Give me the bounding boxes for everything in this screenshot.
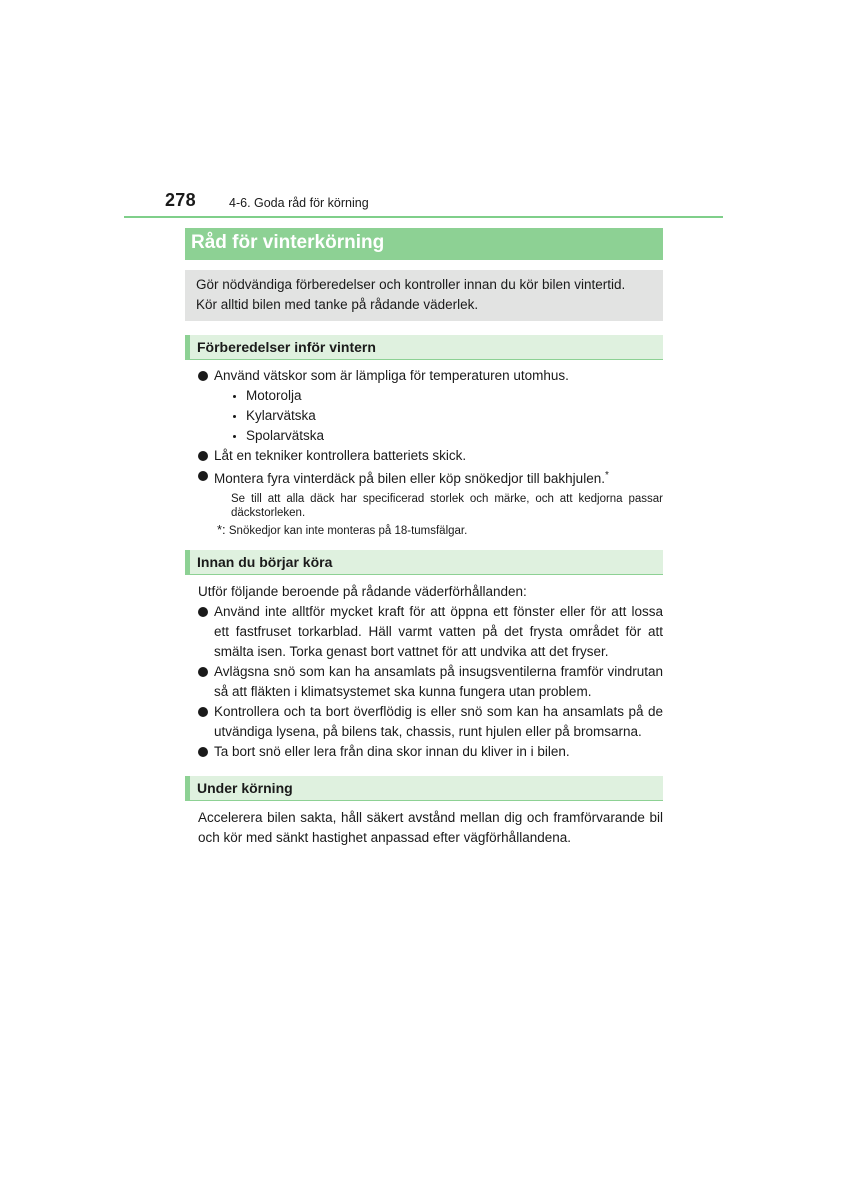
intro-box xyxy=(185,270,663,321)
page-content xyxy=(185,228,663,848)
chapter-title: Råd för vinterkörning xyxy=(185,228,663,260)
list-item xyxy=(198,602,663,662)
bullet-dot-icon xyxy=(198,371,208,381)
section-heading-preparations: Förberedelser inför vintern xyxy=(185,335,663,360)
list-item-text: Avlägsna snö som kan ha ansamlats på insugsventilerna framför vindrutan så att fläkten i klimatsystemet ska kunna fungera utan problem. xyxy=(214,664,663,699)
intro-line-2: Kör alltid bilen med tanke på rådande väderlek. xyxy=(196,297,479,312)
list-item-text: Montera fyra vinterdäck på bilen eller köp snökedjor till bakhjulen. xyxy=(214,471,605,486)
sub-list-item-text: Kylarvätska xyxy=(246,408,316,423)
small-bullet-icon xyxy=(233,415,236,418)
list-item xyxy=(198,742,663,762)
small-bullet-icon xyxy=(233,435,236,438)
section-body-while-driving xyxy=(185,808,663,848)
list-item xyxy=(198,446,663,466)
list-item-text: Kontrollera och ta bort överflödig is eller snö som kan ha ansamlats på de utvändiga lysena, på bilens tak, chassis, runt hjulen eller på bromsarna. xyxy=(214,704,663,739)
page-header xyxy=(0,0,848,230)
footnote-marker: * xyxy=(604,470,609,481)
page-number: 278 xyxy=(165,190,196,210)
header-rule xyxy=(124,216,723,218)
paragraph-text: Accelerera bilen sakta, håll säkert avstånd mellan dig och framförvarande bil och kör med sänkt hastighet anpassad efter vägförhållandena. xyxy=(198,810,663,845)
list-item xyxy=(198,702,663,742)
section-body-before-driving xyxy=(185,582,663,762)
list-item xyxy=(198,466,663,489)
note-text: Se till att alla däck har specificerad storlek och märke, och att kedjorna passar däckstorleken. xyxy=(231,493,663,519)
intro-line-1: Gör nödvändiga förberedelser och kontroller innan du kör bilen vintertid. xyxy=(196,277,626,292)
sub-list-item xyxy=(230,426,663,446)
bullet-dot-icon xyxy=(198,451,208,461)
lead-text: Utför följande beroende på rådande väderförhållanden: xyxy=(198,584,527,599)
section-heading-while-driving: Under körning xyxy=(185,776,663,801)
footnote xyxy=(198,523,663,538)
bullet-dot-icon xyxy=(198,707,208,717)
sub-list xyxy=(214,386,663,446)
sub-list-item xyxy=(230,406,663,426)
small-bullet-icon xyxy=(233,395,236,398)
bullet-dot-icon xyxy=(198,667,208,677)
section-body-preparations xyxy=(185,366,663,538)
bullet-list xyxy=(198,366,663,489)
list-item-text: Använd inte alltför mycket kraft för att öppna ett fönster eller för att lossa ett fastfruset torkarblad. Häll varmt vatten på det frysta området för att smälta isen. Torka genast bort vattnet för att undvika att det fryser. xyxy=(214,604,663,659)
footnote-text: Snökedjor kan inte monteras på 18-tumsfälgar. xyxy=(228,525,468,537)
bullet-dot-icon xyxy=(198,607,208,617)
sub-list-item-text: Spolarvätska xyxy=(246,428,325,443)
bullet-list xyxy=(198,602,663,762)
footnote-marker: *: xyxy=(217,522,226,537)
list-item-text: Låt en tekniker kontrollera batteriets skick. xyxy=(214,448,467,463)
sub-list-item xyxy=(230,386,663,406)
breadcrumb: 4-6. Goda råd för körning xyxy=(229,196,369,210)
section-heading-before-driving: Innan du börjar köra xyxy=(185,550,663,575)
sub-list-item-text: Motorolja xyxy=(246,388,302,403)
list-item-text: Ta bort snö eller lera från dina skor innan du kliver in i bilen. xyxy=(214,744,570,759)
list-item-text: Använd vätskor som är lämpliga för temperaturen utomhus. xyxy=(214,368,569,383)
bullet-dot-icon xyxy=(198,747,208,757)
bullet-dot-icon xyxy=(198,471,208,481)
list-item xyxy=(198,366,663,446)
list-item xyxy=(198,662,663,702)
